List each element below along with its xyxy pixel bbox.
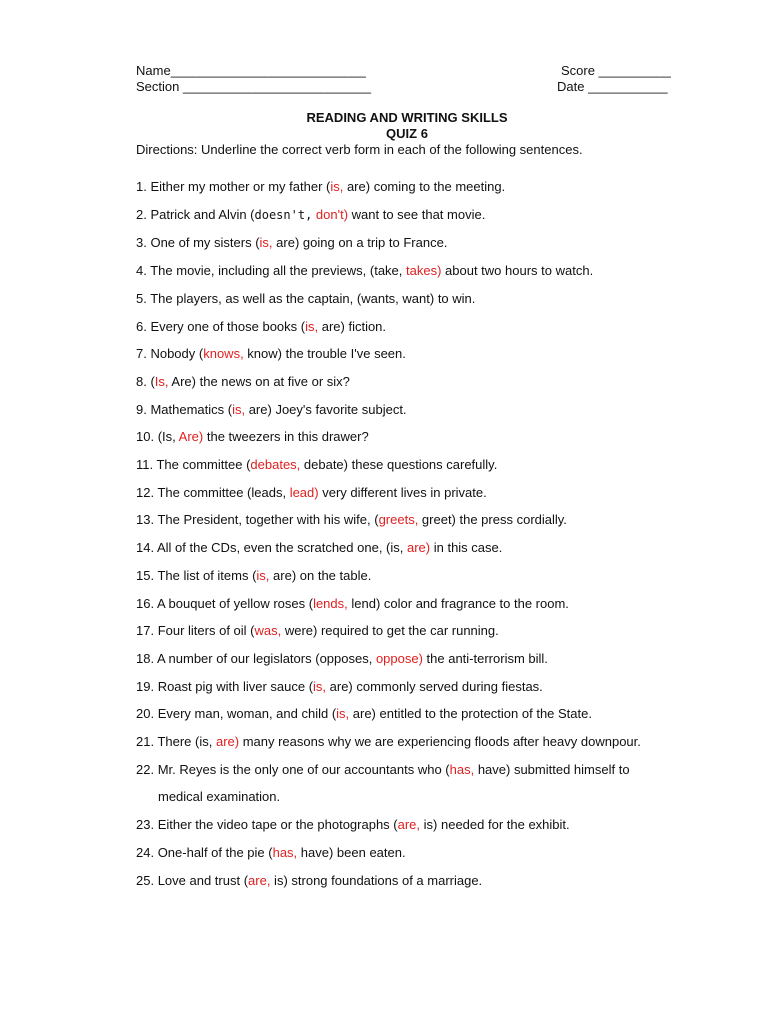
verb-option-a[interactable]: is, <box>199 734 213 750</box>
verb-option-a[interactable]: is, <box>330 179 344 194</box>
verb-option-b[interactable]: are) <box>318 318 345 334</box>
question-text-after: been eaten. <box>333 844 406 860</box>
verb-option-a[interactable]: is, <box>336 706 350 722</box>
question-item <box>136 257 641 285</box>
verb-option-a[interactable]: knows, <box>203 346 244 362</box>
verb-option-a[interactable]: has, <box>272 844 298 860</box>
verb-option-b[interactable]: don't) <box>312 206 349 222</box>
question-number: 14. <box>136 540 155 556</box>
question-item <box>136 173 641 201</box>
question-item <box>136 811 641 839</box>
question-number: 10. <box>136 429 155 445</box>
score-field <box>557 63 671 79</box>
date-line: ___________ <box>588 79 668 94</box>
name-label: Name <box>136 63 171 78</box>
question-item <box>136 506 641 534</box>
verb-option-b[interactable]: are) <box>403 540 431 556</box>
question-text-before: One-half of the pie ( <box>154 844 273 860</box>
question-number: 4. <box>136 263 147 279</box>
question-text-after: entitled to the protection of the State. <box>375 706 592 722</box>
question-item <box>136 201 641 230</box>
header-right <box>557 63 671 95</box>
question-text-before: ( <box>146 373 155 389</box>
date-label: Date <box>557 79 585 94</box>
verb-option-b[interactable]: are) <box>343 179 371 194</box>
question-number: 9. <box>136 401 147 417</box>
verb-option-a[interactable]: was, <box>254 623 282 639</box>
verb-option-b[interactable]: oppose) <box>372 650 423 666</box>
question-number: 25. <box>136 872 155 888</box>
score-line: __________ <box>598 63 671 78</box>
verb-option-b[interactable]: have) <box>297 844 334 860</box>
question-number: 3. <box>136 235 147 251</box>
question-number: 7. <box>136 346 147 362</box>
question-text-before: ( <box>154 429 163 445</box>
question-item <box>136 368 641 396</box>
question-text-after: many reasons why we are experiencing floods after heavy downpour. <box>239 734 641 750</box>
name-line: ___________________________ <box>170 63 366 78</box>
question-item <box>136 285 641 313</box>
quiz-number: QUIZ 6 <box>386 126 428 141</box>
verb-option-a[interactable]: is, <box>259 235 273 251</box>
verb-option-b[interactable]: are) <box>349 706 376 722</box>
question-text-after: needed for the exhibit. <box>437 817 570 833</box>
question-number: 21. <box>136 734 155 750</box>
verb-option-a[interactable]: debates, <box>250 457 301 473</box>
verb-option-a[interactable]: are, <box>397 817 421 833</box>
question-number: 22. <box>136 761 155 777</box>
question-text-before: The players, as well as the captain, ( <box>146 290 362 306</box>
verb-option-b[interactable]: is) <box>420 817 438 833</box>
score-label: Score <box>561 63 595 78</box>
question-number: 23. <box>136 817 155 833</box>
question-text-before: Either my mother or my father ( <box>146 179 331 194</box>
question-text-after: very different lives in private. <box>318 484 487 500</box>
verb-option-a[interactable]: is, <box>232 401 246 417</box>
question-text-after: the trouble I've seen. <box>281 346 406 362</box>
verb-option-b[interactable]: Are) <box>168 373 196 389</box>
question-number: 24. <box>136 844 155 860</box>
question-text-after: submitted himself to <box>510 761 630 777</box>
question-number: 18. <box>136 650 155 666</box>
question-text-before: The committee ( <box>153 457 251 473</box>
question-number: 1. <box>136 179 147 194</box>
question-text-before: The President, together with his wife, ( <box>154 512 379 528</box>
question-text-after: Joey's favorite subject. <box>271 401 407 417</box>
question-text-after: these questions carefully. <box>347 457 498 473</box>
question-text-after: going on a trip to France. <box>299 235 448 251</box>
question-text-before: A number of our legislators ( <box>154 650 320 666</box>
section-label: Section <box>136 79 180 94</box>
question-number: 11. <box>136 457 154 473</box>
question-item <box>136 867 641 895</box>
question-text-continued: medical examination. <box>158 789 281 805</box>
question-text-before: The committee ( <box>154 484 252 500</box>
question-text-after: required to get the car running. <box>317 623 499 639</box>
question-text-before: The movie, including all the previews, ( <box>146 263 375 279</box>
verb-option-b[interactable]: are) <box>269 567 297 583</box>
question-item <box>136 728 641 756</box>
verb-option-a[interactable]: greets, <box>378 512 419 528</box>
question-item <box>136 756 641 811</box>
verb-option-b[interactable]: takes) <box>402 263 442 279</box>
question-item <box>136 534 641 562</box>
verb-option-b[interactable]: lend) <box>347 595 381 611</box>
verb-option-b[interactable]: have) <box>474 761 511 777</box>
question-number: 20. <box>136 706 155 722</box>
verb-option-a[interactable]: doesn't, <box>254 207 313 222</box>
question-text-after: color and fragrance to the room. <box>380 595 569 611</box>
verb-option-b[interactable]: know) <box>243 346 282 362</box>
question-item <box>136 451 641 479</box>
verb-option-a[interactable]: leads, <box>251 484 287 500</box>
question-text-after: coming to the meeting. <box>370 179 506 194</box>
question-text-after: about two hours to watch. <box>441 263 594 279</box>
question-number: 5. <box>136 290 147 306</box>
verb-option-a[interactable]: wants, <box>361 290 399 306</box>
directions-text: Directions: Underline the correct verb form in each of the following sentences. <box>136 142 583 157</box>
question-number: 16. <box>136 595 155 611</box>
question-text-before: The list of items ( <box>154 567 257 583</box>
question-item <box>136 396 641 424</box>
verb-option-b[interactable]: want) <box>398 290 435 306</box>
verb-option-b[interactable]: are) <box>212 734 240 750</box>
question-text-before: Roast pig with liver sauce ( <box>154 678 314 694</box>
page-title: READING AND WRITING SKILLS <box>306 110 508 125</box>
question-number: 13. <box>136 512 155 528</box>
question-number: 15. <box>136 567 155 583</box>
question-text-before: Four liters of oil ( <box>154 623 255 639</box>
question-text-before: There ( <box>154 734 200 750</box>
verb-option-a[interactable]: Is, <box>162 429 176 445</box>
verb-option-b[interactable]: are) <box>245 401 272 417</box>
question-text-after: the news on at five or six? <box>196 373 350 389</box>
question-text-after: to win. <box>434 290 476 306</box>
verb-option-a[interactable]: is, <box>390 540 404 556</box>
question-text-after: commonly served during fiestas. <box>352 678 543 694</box>
verb-option-b[interactable]: are) <box>326 678 353 694</box>
verb-option-b[interactable]: is) <box>270 872 288 888</box>
question-item <box>136 617 641 645</box>
question-number: 17. <box>136 623 155 639</box>
question-item <box>136 479 641 507</box>
question-text-before: Either the video tape or the photographs ( <box>154 817 398 833</box>
question-item <box>136 423 641 451</box>
question-text-after: fiction. <box>344 318 387 334</box>
section-field <box>136 79 371 95</box>
question-text-before: Nobody ( <box>146 346 204 362</box>
verb-option-a[interactable]: are, <box>248 872 271 888</box>
verb-option-b[interactable]: were) <box>281 623 318 639</box>
question-number: 6. <box>136 318 147 334</box>
question-item <box>136 839 641 867</box>
date-field <box>557 79 671 95</box>
question-text-before: A bouquet of yellow roses ( <box>154 595 314 611</box>
question-number: 8. <box>136 373 147 389</box>
question-text-before: Every one of those books ( <box>146 318 306 334</box>
verb-option-a[interactable]: has, <box>449 761 475 777</box>
question-item <box>136 673 641 701</box>
verb-option-a[interactable]: take, <box>374 263 403 279</box>
question-text-before: Mathematics ( <box>146 401 233 417</box>
verb-option-a[interactable]: Is, <box>154 373 169 389</box>
question-text-after: on the table. <box>296 567 372 583</box>
question-item <box>136 700 641 728</box>
verb-option-b[interactable]: are) <box>272 235 300 251</box>
section-line: __________________________ <box>183 79 371 94</box>
verb-option-b[interactable]: Are) <box>175 429 204 445</box>
question-text-after: the tweezers in this drawer? <box>203 429 369 445</box>
verb-option-a[interactable]: is, <box>313 678 327 694</box>
header-left <box>136 63 371 95</box>
question-number: 12. <box>136 484 155 500</box>
question-number: 2. <box>136 206 147 222</box>
verb-option-a[interactable]: is, <box>256 567 270 583</box>
question-item <box>136 313 641 341</box>
question-text-before: Every man, woman, and child ( <box>154 706 337 722</box>
question-item <box>136 340 641 368</box>
question-text-after: strong foundations of a marriage. <box>287 872 483 888</box>
question-text-before: All of the CDs, even the scratched one, ( <box>154 540 391 556</box>
question-item <box>136 645 641 673</box>
question-item <box>136 562 641 590</box>
verb-option-a[interactable]: is, <box>305 318 319 334</box>
question-text-after: in this case. <box>430 540 503 556</box>
name-field <box>136 63 371 79</box>
question-text-before: Mr. Reyes is the only one of our accountants who ( <box>154 761 450 777</box>
verb-option-a[interactable]: opposes, <box>319 650 373 666</box>
verb-option-b[interactable]: debate) <box>300 457 348 473</box>
question-text-after: the press cordially. <box>455 512 567 528</box>
question-text-before: Love and trust ( <box>154 872 249 888</box>
verb-option-b[interactable]: lead) <box>286 484 319 500</box>
question-item <box>136 229 641 257</box>
verb-option-b[interactable]: greet) <box>418 512 456 528</box>
question-text-after: the anti-terrorism bill. <box>422 650 548 666</box>
question-text-before: Patrick and Alvin ( <box>146 206 255 222</box>
question-text-after: want to see that movie. <box>348 206 486 222</box>
question-number: 19. <box>136 678 155 694</box>
question-list <box>136 173 641 894</box>
question-text-before: One of my sisters ( <box>146 235 260 251</box>
verb-option-a[interactable]: lends, <box>313 595 348 611</box>
question-item <box>136 590 641 618</box>
